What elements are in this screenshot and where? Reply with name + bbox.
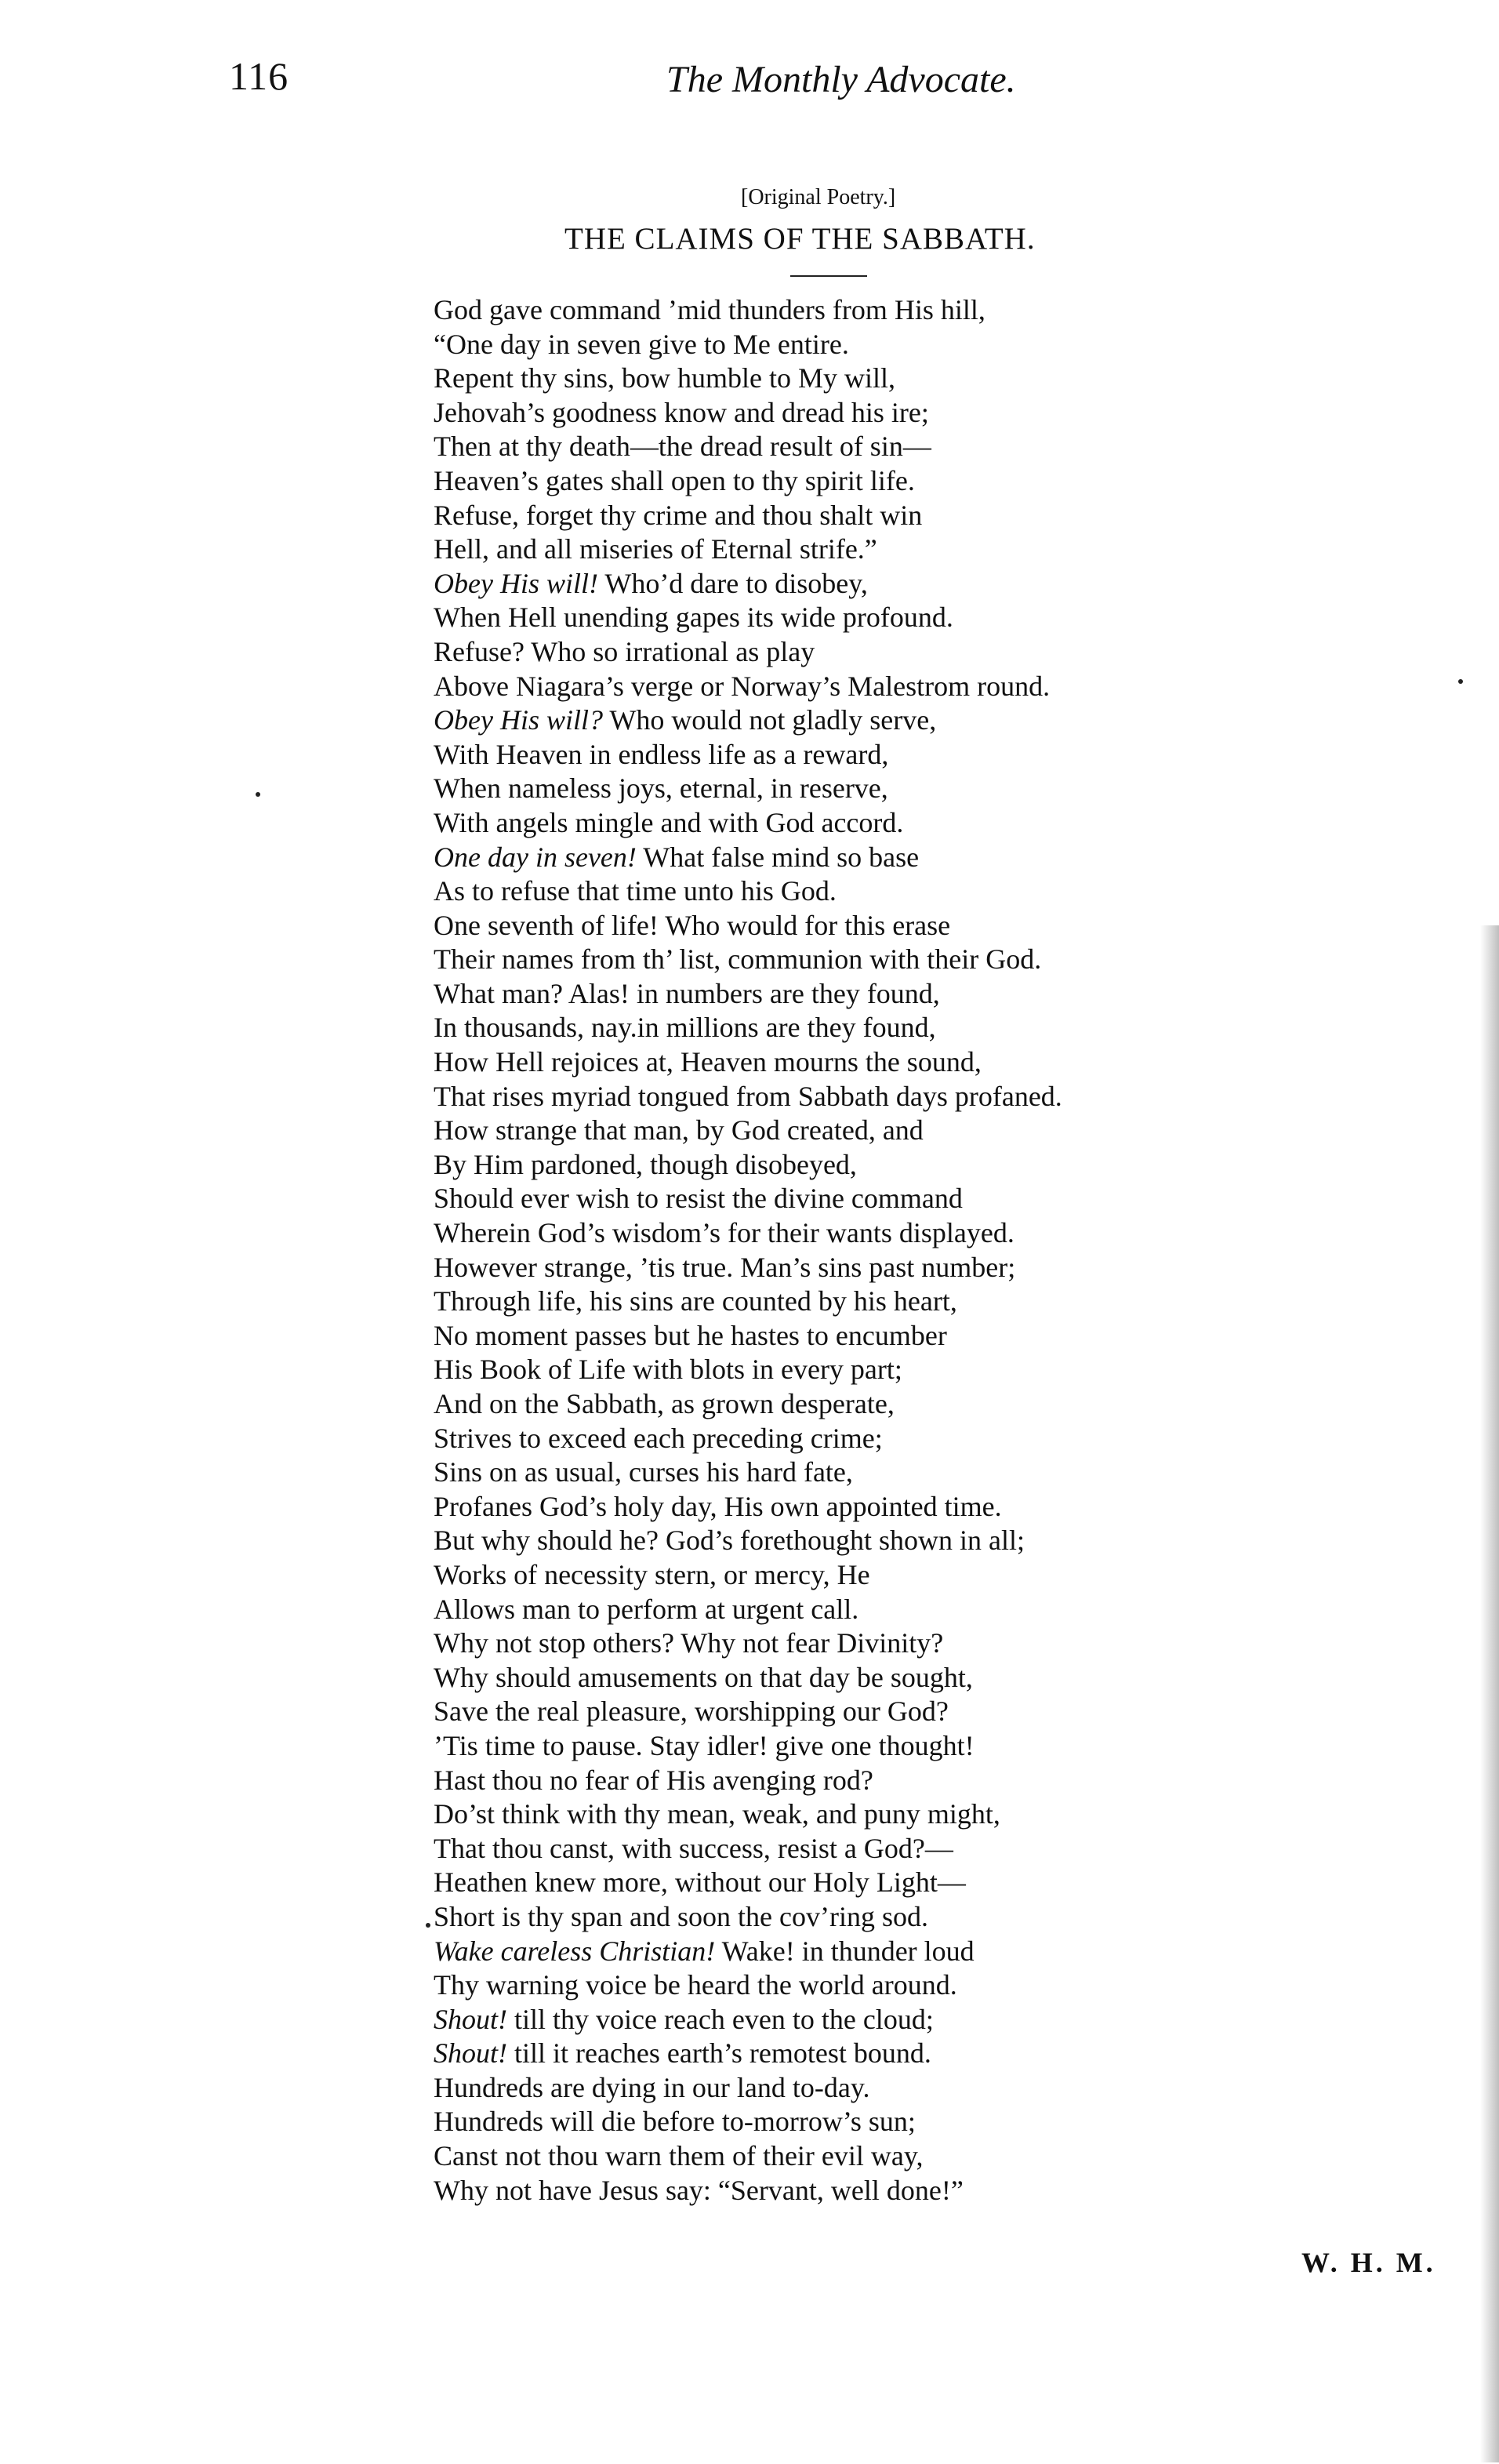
poem-line-text: ’Tis time to pause. Stay idler! give one thought! [434, 1729, 975, 1761]
poem-line-text: Save the real pleasure, worshipping our God? [434, 1695, 949, 1728]
poem-line [434, 1695, 1335, 1729]
poem-line-text: Hundreds are dying in our land to-day. [434, 2071, 870, 2103]
poem-line-text: No moment passes but he hastes to encumber [434, 1319, 947, 1351]
poem-line [434, 1832, 1335, 1866]
poem-line [434, 1011, 1335, 1045]
poem-line-text: Why not stop others? Why not fear Divinity? [434, 1627, 944, 1659]
poem-line-text: Hast thou no fear of His avenging rod? [434, 1764, 873, 1796]
poem-line-text: Through life, his sins are counted by his heart, [434, 1285, 957, 1317]
poem-line-text: Allows man to perform at urgent call. [434, 1593, 859, 1625]
poem-line [434, 635, 1335, 670]
poem-line-text: Jehovah’s goodness know and dread his ire; [434, 396, 929, 428]
poem-line-text: Heathen knew more, without our Holy Light— [434, 1866, 966, 1899]
poem-line-text: His Book of Life with blots in every part; [434, 1354, 902, 1386]
poem-line-text: Wake! in thunder loud [715, 1935, 975, 1967]
poem-line-text: Who’d dare to disobey, [597, 567, 868, 599]
poem-line [434, 874, 1335, 909]
poem-line [434, 1148, 1335, 1183]
poem-line-text: What false mind so base [636, 841, 920, 873]
poem-line-text: Profanes God’s holy day, His own appointed time. [434, 1490, 1002, 1522]
poem-line [434, 1626, 1335, 1661]
poem-line-text: One seventh of life! Who would for this erase [434, 909, 951, 941]
poem-line-text: Heaven’s gates shall open to thy spirit life. [434, 464, 915, 496]
poem-line [434, 1216, 1335, 1251]
poem-line-text: Thy warning voice be heard the world around. [434, 1969, 957, 2001]
poem-line-italic: Shout! [434, 2037, 507, 2070]
poem-line [434, 1797, 1335, 1832]
poem-line [434, 362, 1335, 396]
poem-title: THE CLAIMS OF THE SABBATH. [564, 222, 1036, 256]
poem-line [434, 1729, 1335, 1764]
poem-line [434, 1114, 1335, 1148]
poem-line-text: till it reaches earth’s remotest bound. [507, 2037, 931, 2070]
poem-line [434, 1080, 1335, 1114]
poem-line-text: However strange, ’tis true. Man’s sins past number; [434, 1251, 1016, 1283]
poem-line [434, 1558, 1335, 1593]
poem-line-text: When Hell unending gapes its wide profound. [434, 601, 953, 634]
poem-line-text: Sins on as usual, curses his hard fate, [434, 1456, 853, 1488]
poem-line [434, 1353, 1335, 1387]
poem-line [434, 567, 1335, 601]
poem-line [434, 1764, 1335, 1798]
poem-line-text: Repent thy sins, bow humble to My will, [434, 362, 895, 394]
poem-line [434, 1456, 1335, 1490]
poem-line [434, 601, 1335, 635]
poem-line-text: Refuse, forget thy crime and thou shalt win [434, 499, 923, 531]
poem-line [434, 1319, 1335, 1354]
poem-line [434, 1935, 1335, 1969]
speck [1458, 679, 1463, 684]
poem-line [434, 2174, 1335, 2208]
poem-line-text: Works of necessity stern, or mercy, He [434, 1558, 870, 1590]
poem-line [434, 1524, 1335, 1558]
poem-line-text: How strange that man, by God created, and [434, 1114, 924, 1147]
title-rule [790, 275, 867, 277]
poem-line [434, 532, 1335, 567]
page-number: 116 [229, 54, 289, 98]
poem-line [434, 1182, 1335, 1216]
poem-line-text: “One day in seven give to Me entire. [434, 328, 849, 360]
poem-line-text: With angels mingle and with God accord. [434, 806, 904, 838]
poem-line [434, 1285, 1335, 1319]
poem-line [434, 977, 1335, 1012]
poem-line-text: As to refuse that time unto his God. [434, 875, 837, 907]
poem-line-text: And on the Sabbath, as grown desperate, [434, 1388, 895, 1419]
poem-line [434, 1866, 1335, 1900]
poem-line [434, 328, 1335, 362]
poem-line-text: Do’st think with thy mean, weak, and puny might, [434, 1798, 1000, 1830]
poem-line [434, 670, 1335, 704]
poem-line-text: Strives to exceed each preceding crime; [434, 1422, 883, 1454]
running-head: The Monthly Advocate. [666, 59, 1016, 100]
poem-line-italic: Obey His will! [434, 567, 598, 599]
poem-line-text: Wherein God’s wisdom’s for their wants displayed. [434, 1217, 1014, 1249]
poem-line [434, 1045, 1335, 1080]
signature: W. H. M. [1301, 2247, 1436, 2278]
poem-line-text: That thou canst, with success, resist a God?— [434, 1832, 953, 1864]
poem-line-text: Hundreds will die before to-morrow’s sun; [434, 2106, 916, 2138]
poem-line-text: Above Niagara’s verge or Norway’s Malestrom round. [434, 670, 1051, 702]
poem-line [434, 293, 1335, 328]
poem-line [434, 396, 1335, 431]
poem-line-text: God gave command ’mid thunders from His hill, [434, 294, 985, 325]
poem-line [434, 806, 1335, 841]
poem-line-text: Should ever wish to resist the divine command [434, 1183, 963, 1215]
speck [256, 792, 260, 797]
poem-line [434, 2037, 1335, 2071]
poem-line-text: Canst not thou warn them of their evil way, [434, 2140, 924, 2172]
poem-line-text: With Heaven in endless life as a reward, [434, 738, 889, 770]
poem-line-text: Their names from th’ list, communion with their God. [434, 943, 1042, 976]
poem-line-text: When nameless joys, eternal, in reserve, [434, 772, 888, 805]
poem-line-text: Hell, and all miseries of Eternal strife.” [434, 533, 877, 565]
poem-line [434, 738, 1335, 772]
poem-line-text: By Him pardoned, though disobeyed, [434, 1148, 857, 1180]
poem-line [434, 909, 1335, 943]
poem-line-text: How Hell rejoices at, Heaven mourns the sound, [434, 1046, 982, 1078]
poem-line-text: That rises myriad tongued from Sabbath days profaned. [434, 1080, 1062, 1112]
poem-line-text: Short is thy span and soon the cov’ring sod. [434, 1900, 928, 1932]
poem-line-italic: Wake careless Christian! [434, 1935, 716, 1967]
poem-line [434, 1900, 1335, 1935]
poem-line [434, 2003, 1335, 2037]
poem-line [434, 1661, 1335, 1695]
poem-line [434, 499, 1335, 533]
poem-line [434, 1490, 1335, 1525]
poem-line [434, 772, 1335, 806]
poem-line [434, 703, 1335, 738]
poem-line [434, 1593, 1335, 1627]
poem-line-text: till thy voice reach even to the cloud; [507, 2003, 934, 2035]
poem-line [434, 1422, 1335, 1456]
poem-line-text: In thousands, nay.in millions are they found, [434, 1012, 936, 1044]
poem-line-text: But why should he? God’s forethought shown in all; [434, 1525, 1025, 1557]
poem-line-italic: Obey His will? [434, 704, 603, 736]
page-edge-shadow [1480, 925, 1499, 2462]
poem-line-text: Then at thy death—the dread result of sin— [434, 431, 931, 463]
poem-line [434, 2139, 1335, 2174]
poem-line [434, 943, 1335, 977]
poem-note: [Original Poetry.] [741, 185, 896, 209]
poem-line-text: Refuse? Who so irrational as play [434, 635, 815, 667]
poem-line [434, 1251, 1335, 1285]
poem-line [434, 2071, 1335, 2106]
poem-body [434, 293, 1335, 2208]
poem-line-italic: One day in seven! [434, 841, 637, 873]
poem-line [434, 430, 1335, 464]
poem-line [434, 2105, 1335, 2139]
poem-line [434, 1387, 1335, 1422]
poem-line [434, 1968, 1335, 2003]
poem-line [434, 464, 1335, 499]
poem-line-text: Who would not gladly serve, [602, 704, 937, 736]
poem-line-italic: Shout! [434, 2003, 507, 2035]
poem-line-text: What man? Alas! in numbers are they found, [434, 977, 940, 1009]
poem-line [434, 841, 1335, 875]
speck [426, 1923, 430, 1928]
poem-line-text: Why not have Jesus say: “Servant, well done!” [434, 2174, 964, 2206]
poem-line-text: Why should amusements on that day be sought, [434, 1661, 973, 1693]
